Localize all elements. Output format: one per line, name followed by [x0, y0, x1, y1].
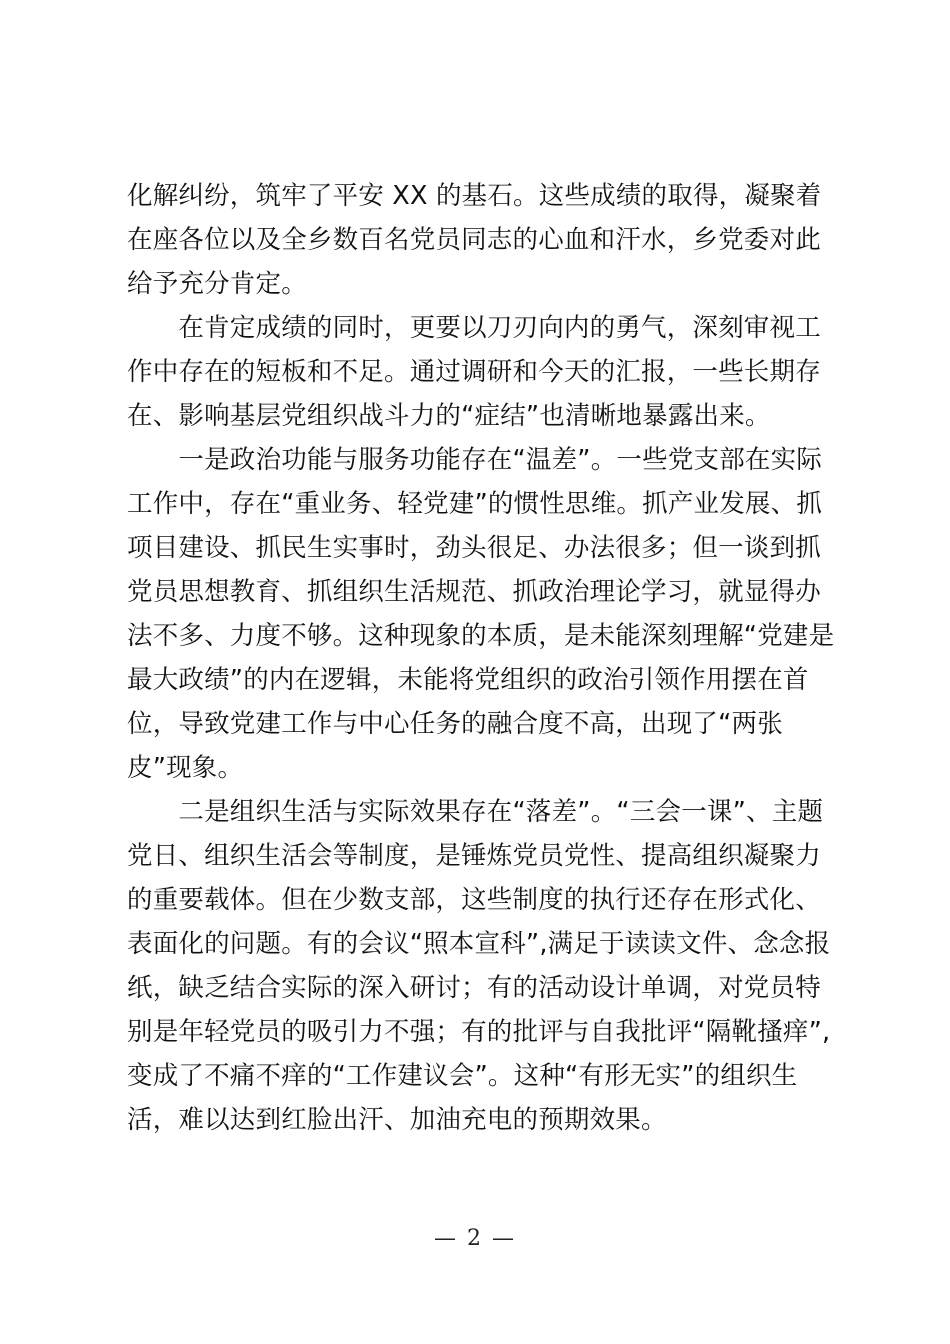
text-line-2: 在座各位以及全乡数百名党员同志的心血和汗水，乡党委对此 — [127, 225, 821, 255]
text-line-13: 位，导致党建工作与中心任务的融合度不高，出现了“两张 — [127, 709, 783, 739]
text-line-14: 皮”现象。 — [127, 753, 244, 783]
text-line-15: 二是组织生活与实际效果存在“落差”。“三会一课”、主题 — [127, 797, 824, 827]
text-line-3: 给予充分肯定。 — [127, 269, 307, 299]
text-line-22: 活，难以达到红脸出汗、加油充电的预期效果。 — [127, 1105, 667, 1135]
text-line-9: 项目建设、抓民生实事时，劲头很足、办法很多；但一谈到抓 — [127, 533, 821, 563]
text-line-11: 法不多、力度不够。这种现象的本质，是未能深刻理解“党建是 — [127, 621, 835, 651]
text-line-5: 作中存在的短板和不足。通过调研和今天的汇报，一些长期存 — [127, 357, 821, 387]
text-line-21: 变成了不痛不痒的“工作建议会”。这种“有形无实”的组织生 — [127, 1061, 798, 1091]
body-text — [127, 174, 835, 1142]
page-number: — 2 — — [434, 1226, 516, 1251]
text-line-16: 党日、组织生活会等制度，是锤炼党员党性、提高组织凝聚力 — [127, 841, 821, 871]
text-line-8: 工作中，存在“重业务、轻党建”的惯性思维。抓产业发展、抓 — [127, 489, 823, 519]
text-line-6: 在、影响基层党组织战斗力的“症结”也清晰地暴露出来。 — [127, 401, 771, 431]
text-line-19: 纸，缺乏结合实际的深入研讨；有的活动设计单调，对党员特 — [127, 973, 821, 1003]
text-line-18: 表面化的问题。有的会议“照本宣科”,满足于读读文件、念念报 — [127, 929, 831, 959]
text-line-7: 一是政治功能与服务功能存在“温差”。一些党支部在实际 — [127, 445, 823, 475]
text-line-1: 化解纠纷，筑牢了平安 XX 的基石。这些成绩的取得，凝聚着 — [127, 181, 822, 211]
text-line-12: 最大政绩”的内在逻辑，未能将党组织的政治引领作用摆在首 — [127, 665, 809, 695]
text-line-10: 党员思想教育、抓组织生活规范、抓政治理论学习，就显得办 — [127, 577, 821, 607]
text-line-17: 的重要载体。但在少数支部，这些制度的执行还存在形式化、 — [127, 885, 821, 915]
text-line-4: 在肯定成绩的同时，更要以刀刃向内的勇气，深刻审视工 — [127, 313, 821, 343]
text-line-20: 别是年轻党员的吸引力不强；有的批评与自我批评“隔靴搔痒”, — [127, 1017, 831, 1047]
